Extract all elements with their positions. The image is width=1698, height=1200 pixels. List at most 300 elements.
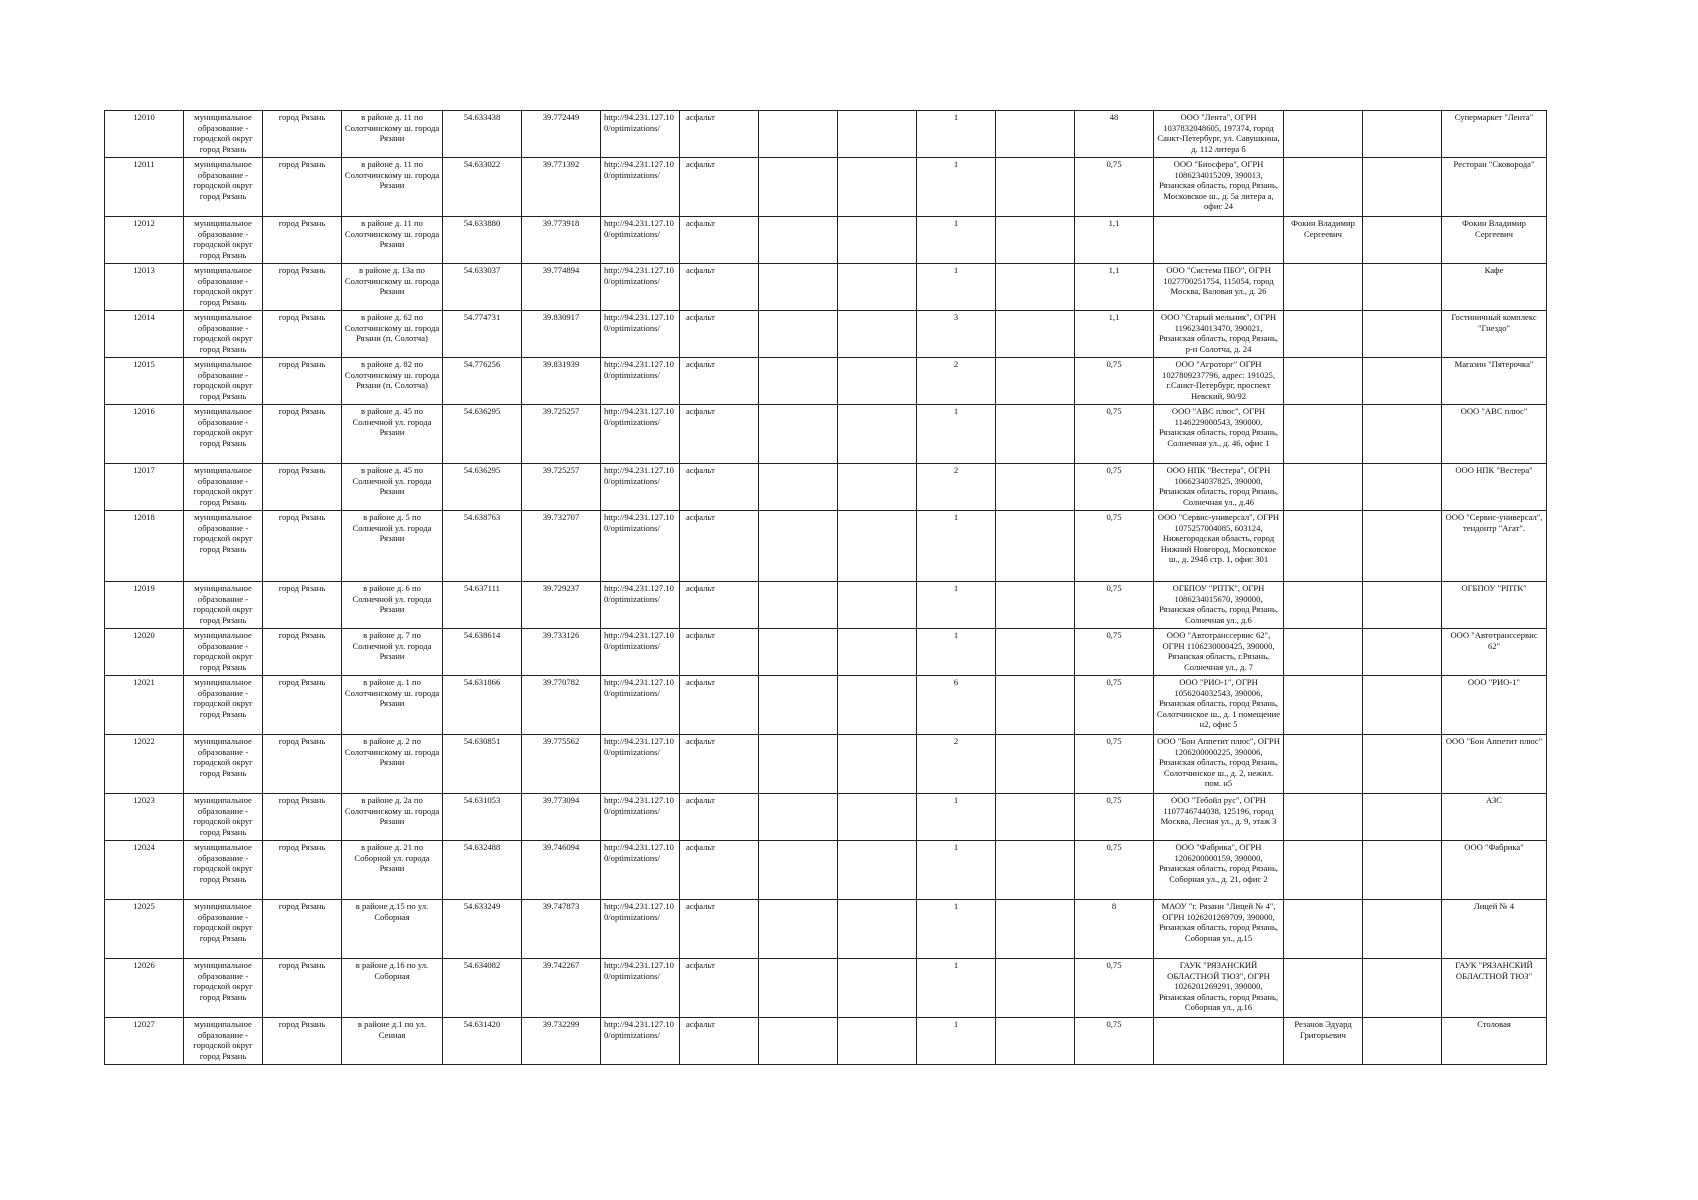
container-volume-cell: 0,75	[1075, 841, 1154, 900]
empty-cell	[996, 158, 1075, 217]
table-row	[105, 464, 1547, 511]
empty-cell	[1363, 1018, 1442, 1065]
empty-cell	[838, 311, 917, 358]
empty-cell	[996, 464, 1075, 511]
owner-person-cell	[1284, 841, 1363, 900]
map-link-cell: http://94.231.127.100/optimizations/	[601, 405, 680, 464]
address-cell: в районе д.16 по ул. Соборная	[342, 959, 443, 1018]
settlement-cell: город Рязань	[263, 264, 342, 311]
surface-type-cell: асфальт	[680, 900, 759, 959]
settlement-cell: город Рязань	[263, 111, 342, 158]
container-volume-cell: 0,75	[1075, 629, 1154, 676]
container-volume-cell: 1,1	[1075, 264, 1154, 311]
municipality-cell: муниципальное образование - городской округ город Рязань	[184, 511, 263, 582]
empty-cell	[759, 111, 838, 158]
empty-cell	[1363, 511, 1442, 582]
empty-cell	[996, 264, 1075, 311]
owner-organization-cell: ООО "Тебойл рус", ОГРН 1107746744038, 125196, город Москва, Лесная ул., д. 9, этаж 3	[1154, 794, 1284, 841]
empty-cell	[759, 358, 838, 405]
empty-cell	[759, 264, 838, 311]
owner-organization-cell: ООО "Лента", ОГРН 1037832048605, 197374, город Санкт-Петербург, ул. Савушкина, д. 112 литера б	[1154, 111, 1284, 158]
longitude-cell: 39.770782	[522, 676, 601, 735]
empty-cell	[838, 264, 917, 311]
municipality-cell: муниципальное образование - городской округ город Рязань	[184, 405, 263, 464]
settlement-cell: город Рязань	[263, 794, 342, 841]
address-cell: в районе д. 45 по Солнечной ул. города Рязани	[342, 405, 443, 464]
latitude-cell: 54.638614	[443, 629, 522, 676]
owner-person-cell	[1284, 358, 1363, 405]
municipality-cell: муниципальное образование - городской округ город Рязань	[184, 264, 263, 311]
longitude-cell: 39.772449	[522, 111, 601, 158]
surface-type-cell: асфальт	[680, 676, 759, 735]
container-volume-cell: 0,75	[1075, 158, 1154, 217]
owner-person-cell	[1284, 264, 1363, 311]
site-id-cell: 12011	[105, 158, 184, 217]
container-count-cell: 6	[917, 676, 996, 735]
longitude-cell: 39.773918	[522, 217, 601, 264]
site-id-cell: 12020	[105, 629, 184, 676]
municipality-cell: муниципальное образование - городской округ город Рязань	[184, 735, 263, 794]
empty-cell	[759, 582, 838, 629]
owner-person-cell	[1284, 959, 1363, 1018]
latitude-cell: 54.633880	[443, 217, 522, 264]
latitude-cell: 54.633022	[443, 158, 522, 217]
site-id-cell: 12015	[105, 358, 184, 405]
owner-person-cell	[1284, 405, 1363, 464]
map-link-cell: http://94.231.127.100/optimizations/	[601, 358, 680, 405]
container-count-cell: 1	[917, 405, 996, 464]
site-id-cell: 12010	[105, 111, 184, 158]
waste-source-cell: Кафе	[1442, 264, 1547, 311]
table-row	[105, 629, 1547, 676]
table-row	[105, 111, 1547, 158]
empty-cell	[1363, 158, 1442, 217]
table-body	[105, 111, 1547, 1065]
map-link-cell: http://94.231.127.100/optimizations/	[601, 582, 680, 629]
container-volume-cell: 1,1	[1075, 311, 1154, 358]
map-link-cell: http://94.231.127.100/optimizations/	[601, 1018, 680, 1065]
site-id-cell: 12017	[105, 464, 184, 511]
waste-source-cell: Фокин Владимир Сергеевич	[1442, 217, 1547, 264]
table-row	[105, 405, 1547, 464]
surface-type-cell: асфальт	[680, 311, 759, 358]
latitude-cell: 54.633037	[443, 264, 522, 311]
surface-type-cell: асфальт	[680, 358, 759, 405]
owner-organization-cell: ООО "АВС плюс", ОГРН 1146229000543, 390000, Рязанская область, город Рязань, Солнечная ул., д. 46, офис 1	[1154, 405, 1284, 464]
waste-source-cell: Лицей № 4	[1442, 900, 1547, 959]
empty-cell	[996, 311, 1075, 358]
container-volume-cell: 1,1	[1075, 217, 1154, 264]
empty-cell	[1363, 217, 1442, 264]
empty-cell	[996, 511, 1075, 582]
latitude-cell: 54.774731	[443, 311, 522, 358]
owner-person-cell	[1284, 464, 1363, 511]
longitude-cell: 39.774894	[522, 264, 601, 311]
container-count-cell: 1	[917, 158, 996, 217]
longitude-cell: 39.725257	[522, 405, 601, 464]
container-volume-cell: 8	[1075, 900, 1154, 959]
table-row	[105, 841, 1547, 900]
empty-cell	[996, 900, 1075, 959]
owner-person-cell	[1284, 794, 1363, 841]
owner-organization-cell: ООО "РИО-1", ОГРН 1056204032543, 390006, Рязанская область, город Рязань, Солотчинское ш., д. 1 помещение н2, офис 5	[1154, 676, 1284, 735]
surface-type-cell: асфальт	[680, 464, 759, 511]
site-id-cell: 12023	[105, 794, 184, 841]
empty-cell	[759, 311, 838, 358]
municipality-cell: муниципальное образование - городской округ город Рязань	[184, 311, 263, 358]
settlement-cell: город Рязань	[263, 900, 342, 959]
longitude-cell: 39.732299	[522, 1018, 601, 1065]
empty-cell	[996, 959, 1075, 1018]
empty-cell	[1363, 629, 1442, 676]
site-id-cell: 12016	[105, 405, 184, 464]
address-cell: в районе д. 1 по Солотчинскому ш. города Рязани	[342, 676, 443, 735]
owner-organization-cell: ООО "Фабрика", ОГРН 1206200000159, 390000, Рязанская область, город Рязань, Соборная ул., д. 21, офис 2	[1154, 841, 1284, 900]
settlement-cell: город Рязань	[263, 676, 342, 735]
empty-cell	[838, 464, 917, 511]
site-id-cell: 12026	[105, 959, 184, 1018]
site-id-cell: 12019	[105, 582, 184, 629]
empty-cell	[838, 582, 917, 629]
empty-cell	[996, 111, 1075, 158]
address-cell: в районе д. 13а по Солотчинскому ш. города Рязани	[342, 264, 443, 311]
container-volume-cell: 0,75	[1075, 959, 1154, 1018]
latitude-cell: 54.636295	[443, 464, 522, 511]
empty-cell	[838, 405, 917, 464]
container-volume-cell: 0,75	[1075, 511, 1154, 582]
empty-cell	[996, 217, 1075, 264]
address-cell: в районе д. 45 по Солнечной ул. города Рязани	[342, 464, 443, 511]
settlement-cell: город Рязань	[263, 582, 342, 629]
empty-cell	[1363, 794, 1442, 841]
waste-source-cell: ООО НПК "Вестера"	[1442, 464, 1547, 511]
empty-cell	[1363, 311, 1442, 358]
latitude-cell: 54.776256	[443, 358, 522, 405]
empty-cell	[759, 405, 838, 464]
latitude-cell: 54.638763	[443, 511, 522, 582]
waste-source-cell: Столовая	[1442, 1018, 1547, 1065]
empty-cell	[1363, 358, 1442, 405]
container-volume-cell: 48	[1075, 111, 1154, 158]
map-link-cell: http://94.231.127.100/optimizations/	[601, 511, 680, 582]
owner-organization-cell: ООО НПК "Вестера", ОГРН 1066234037825, 390000, Рязанская область, город Рязань, Солнечная ул., д.46	[1154, 464, 1284, 511]
longitude-cell: 39.729237	[522, 582, 601, 629]
container-count-cell: 1	[917, 900, 996, 959]
container-count-cell: 1	[917, 794, 996, 841]
table-row	[105, 1018, 1547, 1065]
municipality-cell: муниципальное образование - городской округ город Рязань	[184, 841, 263, 900]
empty-cell	[838, 841, 917, 900]
empty-cell	[996, 358, 1075, 405]
site-id-cell: 12021	[105, 676, 184, 735]
container-count-cell: 1	[917, 629, 996, 676]
empty-cell	[838, 358, 917, 405]
table-row	[105, 511, 1547, 582]
waste-source-cell: ООО "Сервис-универсал", тендонтр "Агат".	[1442, 511, 1547, 582]
empty-cell	[1363, 959, 1442, 1018]
owner-person-cell	[1284, 158, 1363, 217]
settlement-cell: город Рязань	[263, 735, 342, 794]
site-id-cell: 12013	[105, 264, 184, 311]
latitude-cell: 54.634082	[443, 959, 522, 1018]
longitude-cell: 39.773094	[522, 794, 601, 841]
empty-cell	[1363, 264, 1442, 311]
empty-cell	[838, 158, 917, 217]
settlement-cell: город Рязань	[263, 1018, 342, 1065]
address-cell: в районе д.1 по ул. Сенная	[342, 1018, 443, 1065]
empty-cell	[759, 735, 838, 794]
empty-cell	[838, 629, 917, 676]
address-cell: в районе д. 7 по Солнечной ул. города Рязани	[342, 629, 443, 676]
address-cell: в районе д.15 по ул. Соборная	[342, 900, 443, 959]
owner-person-cell	[1284, 511, 1363, 582]
waste-source-cell: ООО "Автотранссервис 62"	[1442, 629, 1547, 676]
empty-cell	[838, 959, 917, 1018]
owner-person-cell	[1284, 111, 1363, 158]
municipality-cell: муниципальное образование - городской округ город Рязань	[184, 582, 263, 629]
site-id-cell: 12024	[105, 841, 184, 900]
empty-cell	[759, 794, 838, 841]
empty-cell	[1363, 841, 1442, 900]
container-count-cell: 1	[917, 1018, 996, 1065]
owner-organization-cell: ООО "Агроторг" ОГРН 1027809237796, адрес: 191025, г.Санкт-Петербург, проспект Невский, 90/92	[1154, 358, 1284, 405]
owner-organization-cell: ООО "Старый мельник", ОГРН 1196234013470, 390021, Рязанская область, город Рязань, р-н Солотча, д. 24	[1154, 311, 1284, 358]
empty-cell	[996, 735, 1075, 794]
municipality-cell: муниципальное образование - городской округ город Рязань	[184, 629, 263, 676]
map-link-cell: http://94.231.127.100/optimizations/	[601, 794, 680, 841]
empty-cell	[1363, 735, 1442, 794]
table-row	[105, 264, 1547, 311]
surface-type-cell: асфальт	[680, 158, 759, 217]
address-cell: в районе д. 11 по Солотчинскому ш. города Рязани	[342, 111, 443, 158]
settlement-cell: город Рязань	[263, 629, 342, 676]
surface-type-cell: асфальт	[680, 1018, 759, 1065]
empty-cell	[759, 158, 838, 217]
site-id-cell: 12014	[105, 311, 184, 358]
longitude-cell: 39.742267	[522, 959, 601, 1018]
settlement-cell: город Рязань	[263, 511, 342, 582]
longitude-cell: 39.746094	[522, 841, 601, 900]
registry-sheet	[104, 110, 1545, 1065]
waste-source-cell: ООО "Бон Аппетит плюс"	[1442, 735, 1547, 794]
municipality-cell: муниципальное образование - городской округ город Рязань	[184, 900, 263, 959]
site-id-cell: 12018	[105, 511, 184, 582]
container-volume-cell: 0,75	[1075, 1018, 1154, 1065]
site-id-cell: 12022	[105, 735, 184, 794]
surface-type-cell: асфальт	[680, 959, 759, 1018]
surface-type-cell: асфальт	[680, 111, 759, 158]
waste-source-cell: ООО "РИО-1"	[1442, 676, 1547, 735]
table-row	[105, 158, 1547, 217]
empty-cell	[1363, 405, 1442, 464]
municipality-cell: муниципальное образование - городской округ город Рязань	[184, 959, 263, 1018]
map-link-cell: http://94.231.127.100/optimizations/	[601, 735, 680, 794]
table-row	[105, 311, 1547, 358]
container-volume-cell: 0,75	[1075, 735, 1154, 794]
settlement-cell: город Рязань	[263, 358, 342, 405]
container-volume-cell: 0,75	[1075, 358, 1154, 405]
settlement-cell: город Рязань	[263, 158, 342, 217]
longitude-cell: 39.732707	[522, 511, 601, 582]
empty-cell	[759, 841, 838, 900]
empty-cell	[838, 111, 917, 158]
latitude-cell: 54.637111	[443, 582, 522, 629]
address-cell: в районе д. 21 по Соборной ул. города Рязани	[342, 841, 443, 900]
table-row	[105, 358, 1547, 405]
latitude-cell: 54.633438	[443, 111, 522, 158]
waste-source-cell: ООО "АВС плюс"	[1442, 405, 1547, 464]
empty-cell	[759, 511, 838, 582]
municipality-cell: муниципальное образование - городской округ город Рязань	[184, 676, 263, 735]
owner-organization-cell	[1154, 1018, 1284, 1065]
longitude-cell: 39.831939	[522, 358, 601, 405]
empty-cell	[996, 405, 1075, 464]
owner-organization-cell: ООО "Биосфера", ОГРН 1086234015209, 390013, Рязанская область, город Рязань, Московское ш., д. 5а литера а, офис 24	[1154, 158, 1284, 217]
container-count-cell: 1	[917, 264, 996, 311]
empty-cell	[759, 676, 838, 735]
address-cell: в районе д. 11 по Солотчинскому ш. города Рязани	[342, 158, 443, 217]
empty-cell	[838, 735, 917, 794]
surface-type-cell: асфальт	[680, 629, 759, 676]
owner-person-cell: Резанов Эдуард Григорьевич	[1284, 1018, 1363, 1065]
empty-cell	[996, 629, 1075, 676]
waste-source-cell: АЗС	[1442, 794, 1547, 841]
empty-cell	[838, 217, 917, 264]
waste-source-cell: ОГБПОУ "РПТК"	[1442, 582, 1547, 629]
municipality-cell: муниципальное образование - городской округ город Рязань	[184, 794, 263, 841]
container-volume-cell: 0,75	[1075, 794, 1154, 841]
surface-type-cell: асфальт	[680, 264, 759, 311]
table-row	[105, 582, 1547, 629]
settlement-cell: город Рязань	[263, 959, 342, 1018]
container-count-cell: 1	[917, 841, 996, 900]
empty-cell	[759, 900, 838, 959]
address-cell: в районе д. 2 по Солотчинскому ш. города Рязани	[342, 735, 443, 794]
map-link-cell: http://94.231.127.100/optimizations/	[601, 841, 680, 900]
longitude-cell: 39.733126	[522, 629, 601, 676]
container-count-cell: 1	[917, 959, 996, 1018]
owner-organization-cell	[1154, 217, 1284, 264]
table-row	[105, 959, 1547, 1018]
surface-type-cell: асфальт	[680, 735, 759, 794]
latitude-cell: 54.632488	[443, 841, 522, 900]
empty-cell	[996, 676, 1075, 735]
empty-cell	[759, 217, 838, 264]
owner-person-cell: Фокин Владимир Сергеевич	[1284, 217, 1363, 264]
container-count-cell: 1	[917, 511, 996, 582]
empty-cell	[838, 794, 917, 841]
table-row	[105, 676, 1547, 735]
owner-organization-cell: МАОУ "г. Рязани "Лицей № 4", ОГРН 1026201269709, 390000, Рязанская область, город Рязань, Соборная ул., д.15	[1154, 900, 1284, 959]
container-volume-cell: 0,75	[1075, 582, 1154, 629]
container-count-cell: 3	[917, 311, 996, 358]
empty-cell	[759, 464, 838, 511]
site-id-cell: 12025	[105, 900, 184, 959]
longitude-cell: 39.747873	[522, 900, 601, 959]
municipality-cell: муниципальное образование - городской округ город Рязань	[184, 217, 263, 264]
address-cell: в районе д. 62 по Солотчинскому ш. города Рязани (п. Солотча)	[342, 311, 443, 358]
settlement-cell: город Рязань	[263, 311, 342, 358]
latitude-cell: 54.631053	[443, 794, 522, 841]
longitude-cell: 39.725257	[522, 464, 601, 511]
longitude-cell: 39.775562	[522, 735, 601, 794]
site-id-cell: 12027	[105, 1018, 184, 1065]
container-count-cell: 1	[917, 582, 996, 629]
map-link-cell: http://94.231.127.100/optimizations/	[601, 158, 680, 217]
empty-cell	[838, 900, 917, 959]
settlement-cell: город Рязань	[263, 405, 342, 464]
latitude-cell: 54.636295	[443, 405, 522, 464]
map-link-cell: http://94.231.127.100/optimizations/	[601, 311, 680, 358]
map-link-cell: http://94.231.127.100/optimizations/	[601, 111, 680, 158]
address-cell: в районе д. 2а по Солотчинскому ш. города Рязани	[342, 794, 443, 841]
table-row	[105, 900, 1547, 959]
empty-cell	[759, 629, 838, 676]
address-cell: в районе д. 11 по Солотчинскому ш. города Рязани	[342, 217, 443, 264]
surface-type-cell: асфальт	[680, 794, 759, 841]
settlement-cell: город Рязань	[263, 841, 342, 900]
container-count-cell: 2	[917, 358, 996, 405]
latitude-cell: 54.630851	[443, 735, 522, 794]
table-row	[105, 735, 1547, 794]
address-cell: в районе д. 6 по Солнечной ул. города Рязани	[342, 582, 443, 629]
surface-type-cell: асфальт	[680, 217, 759, 264]
longitude-cell: 39.830917	[522, 311, 601, 358]
empty-cell	[996, 1018, 1075, 1065]
empty-cell	[838, 676, 917, 735]
container-count-cell: 1	[917, 111, 996, 158]
table-row	[105, 794, 1547, 841]
waste-sites-table	[104, 110, 1547, 1065]
settlement-cell: город Рязань	[263, 464, 342, 511]
settlement-cell: город Рязань	[263, 217, 342, 264]
waste-source-cell: Гостиничный комплекс "Гнездо"	[1442, 311, 1547, 358]
empty-cell	[838, 511, 917, 582]
surface-type-cell: асфальт	[680, 511, 759, 582]
latitude-cell: 54.631420	[443, 1018, 522, 1065]
owner-person-cell	[1284, 900, 1363, 959]
waste-source-cell: Супермаркет "Лента"	[1442, 111, 1547, 158]
container-count-cell: 2	[917, 464, 996, 511]
waste-source-cell: Магазин "Пятерочка"	[1442, 358, 1547, 405]
waste-source-cell: ООО "Фабрика"	[1442, 841, 1547, 900]
owner-organization-cell: ООО "Автотранссервис 62", ОГРН 1106230000425, 390000, Рязанская область, г.Рязань, Солнечная ул., д. 7	[1154, 629, 1284, 676]
surface-type-cell: асфальт	[680, 582, 759, 629]
container-volume-cell: 0,75	[1075, 464, 1154, 511]
empty-cell	[759, 1018, 838, 1065]
owner-person-cell	[1284, 676, 1363, 735]
empty-cell	[1363, 111, 1442, 158]
table-row	[105, 217, 1547, 264]
address-cell: в районе д. 82 по Солотчинскому ш. города Рязани (п. Солотча)	[342, 358, 443, 405]
container-volume-cell: 0,75	[1075, 405, 1154, 464]
site-id-cell: 12012	[105, 217, 184, 264]
map-link-cell: http://94.231.127.100/optimizations/	[601, 264, 680, 311]
municipality-cell: муниципальное образование - городской округ город Рязань	[184, 158, 263, 217]
empty-cell	[1363, 676, 1442, 735]
container-count-cell: 1	[917, 217, 996, 264]
map-link-cell: http://94.231.127.100/optimizations/	[601, 676, 680, 735]
owner-organization-cell: ГАУК "РЯЗАНСКИЙ ОБЛАСТНОЙ ТЮЗ", ОГРН 1026201269291, 390000, Рязанская область, город Рязань, Соборная ул., д.16	[1154, 959, 1284, 1018]
owner-organization-cell: ООО "Сервис-универсал", ОГРН 1075257004085, 603124, Нижегородская область, город Нижний Новгород, Московское ш., д. 294б стр. 1, офис 301	[1154, 511, 1284, 582]
owner-person-cell	[1284, 735, 1363, 794]
waste-source-cell: Ресторан "Сковорода"	[1442, 158, 1547, 217]
address-cell: в районе д. 5 по Солнечной ул. города Рязани	[342, 511, 443, 582]
municipality-cell: муниципальное образование - городской округ город Рязань	[184, 464, 263, 511]
owner-person-cell	[1284, 311, 1363, 358]
empty-cell	[759, 959, 838, 1018]
empty-cell	[838, 1018, 917, 1065]
